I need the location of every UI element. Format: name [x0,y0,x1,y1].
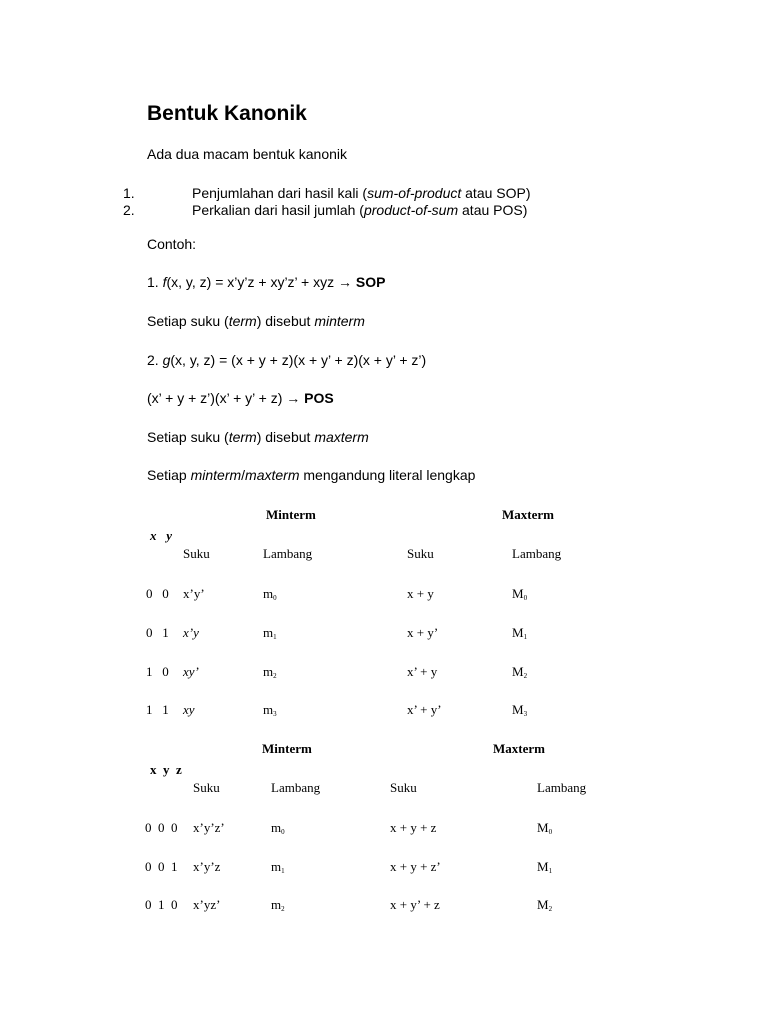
intro-text: Ada dua macam bentuk kanonik [147,146,348,162]
maxterm-note: Setiap suku (term) disebut maxterm [147,429,369,445]
table-cell-maxterm-symbol: $M_3$ [512,702,528,718]
table-cell-maxterm-symbol: $M_0$ [512,586,528,602]
variable-header: x y z [150,762,182,777]
list-item-2-number: 2. [123,202,135,218]
table-cell-maxterm-suku: x + y + z’ [390,859,441,874]
table-cell-vars: 0 0 [146,586,169,601]
column-header-lambang: Lambang [271,780,321,795]
table-cell-vars: 0 1 0 [145,897,178,912]
table-cell-minterm-suku: xy [183,702,195,717]
table-cell-maxterm-symbol: $M_0$ [537,820,553,836]
table-cell-maxterm-symbol: $M_2$ [537,897,553,913]
example-pos-expression: (x’ + y + z’)(x’ + y’ + z) → POS [147,390,334,406]
table-cell-vars: 1 1 [146,702,169,717]
column-header-lambang: Lambang [512,546,562,561]
table-cell-vars: 0 0 0 [145,820,178,835]
table-cell-vars: 1 0 [146,664,169,679]
page-title: Bentuk Kanonik [147,102,307,125]
example-sop: 1. f(x, y, z) = x’y’z + xy’z’ + xyz → SOP [147,274,386,290]
list-item-1-number: 1. [123,185,135,201]
maxterm-header: Maxterm [493,741,545,756]
column-header-lambang: Lambang [537,780,587,795]
table-cell-minterm-symbol: $m_2$ [271,897,285,913]
arrow-icon: → [286,390,301,406]
table-cell-vars: 0 0 1 [145,859,178,874]
list-item-2: Perkalian dari hasil jumlah (product-of-sum atau POS) [192,202,528,218]
table-cell-maxterm-symbol: $M_1$ [537,859,553,875]
column-header-suku: Suku [193,780,220,795]
table-cell-minterm-symbol: $m_1$ [271,859,285,875]
table-cell-maxterm-suku: x + y [407,586,434,601]
table-cell-minterm-suku: x’yz’ [193,897,221,912]
column-header-lambang: Lambang [263,546,313,561]
table-cell-maxterm-suku: x + y’ [407,625,439,640]
contoh-label: Contoh: [147,236,197,252]
table-cell-minterm-suku: x’y’ [183,586,205,601]
table-cell-minterm-symbol: $m_0$ [263,586,277,602]
table-cell-maxterm-symbol: $M_1$ [512,625,528,641]
variable-header: x y [150,528,173,543]
table-cell-minterm-suku: xy’ [183,664,199,679]
table-cell-minterm-symbol: $m_3$ [263,702,277,718]
example-pos: 2. g(x, y, z) = (x + y + z)(x + y’ + z)(x + y’ + z’) [147,352,427,368]
minterm-header: Minterm [262,741,312,756]
list-item-1: Penjumlahan dari hasil kali (sum-of-product atau SOP) [192,185,531,201]
table-cell-maxterm-suku: x + y + z [390,820,437,835]
table-cell-minterm-symbol: $m_2$ [263,664,277,680]
table-cell-maxterm-symbol: $M_2$ [512,664,528,680]
column-header-suku: Suku [407,546,434,561]
literal-note: Setiap minterm/maxterm mengandung literal lengkap [147,467,476,483]
table-cell-minterm-symbol: $m_1$ [263,625,277,641]
arrow-icon: → [338,274,352,290]
column-header-suku: Suku [390,780,417,795]
minterm-header: Minterm [266,507,316,522]
table-cell-minterm-symbol: $m_0$ [271,820,285,836]
table-cell-minterm-suku: x’y [183,625,199,640]
minterm-note: Setiap suku (term) disebut minterm [147,313,365,329]
table-cell-maxterm-suku: x + y’ + z [390,897,440,912]
table-cell-vars: 0 1 [146,625,169,640]
table-cell-minterm-suku: x’y’z’ [193,820,225,835]
maxterm-header: Maxterm [502,507,554,522]
table-cell-maxterm-suku: x’ + y’ [407,702,442,717]
column-header-suku: Suku [183,546,210,561]
table-cell-minterm-suku: x’y’z [193,859,221,874]
table-cell-maxterm-suku: x’ + y [407,664,438,679]
